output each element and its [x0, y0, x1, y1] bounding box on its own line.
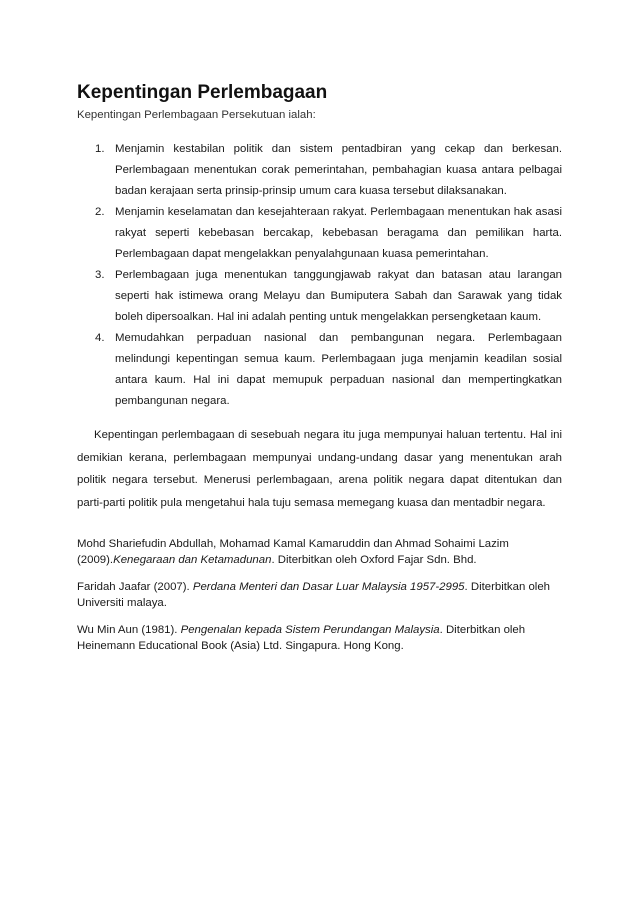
- list-item-text: Memudahkan perpaduan nasional dan pembangunan negara. Perlembagaan melindungi kepentingan semua kaum. Perlembagaan juga menjamin keadilan sosial antara kaum. Hal ini dapat memupuk perpaduan nasional dan mempertingkatkan pembangunan negara.: [115, 332, 562, 407]
- reference-authors: Mohd Shariefudin Abdullah, Mohamad Kamal Kamaruddin dan Ahmad Sohaimi Lazim (2009).: [77, 538, 509, 566]
- list-item-text: Perlembagaan juga menentukan tanggungjawab rakyat dan batasan atau larangan seperti hak istimewa orang Melayu dan Bumiputera Sabah dan Sarawak yang tidak boleh dipersoalkan. Hal ini adalah penting untuk mengelakkan persengketaan kaum.: [115, 269, 562, 323]
- importance-list: [77, 139, 562, 412]
- reference-entry: [77, 537, 562, 568]
- reference-entry: [77, 580, 562, 611]
- reference-publisher: . Diterbitkan oleh Heinemann Educational Book (Asia) Ltd. Singapura. Hong Kong.: [77, 624, 526, 652]
- list-item-number: 2.: [95, 206, 105, 218]
- list-item-number: 3.: [95, 269, 105, 281]
- body-paragraph: Kepentingan perlembagaan di sesebuah negara itu juga mempunyai haluan tertentu. Hal ini demikian kerana, perlembagaan mempunyai undang-undang dasar yang menentukan arah politik negara tersebut. Menerusi perlembagaan, arena politik negara dapat ditentukan dan parti-parti politik pula mengetahui hala tuju semasa memegang kuasa dan mentadbir negara.: [77, 429, 562, 509]
- list-item: [77, 265, 562, 328]
- reference-entry: [77, 623, 562, 654]
- list-item: [77, 202, 562, 265]
- reference-book-title: Kenegaraan dan Ketamadunan: [113, 553, 272, 566]
- reference-authors: Faridah Jaafar (2007).: [77, 581, 193, 593]
- list-item: [77, 139, 562, 202]
- reference-book-title: Perdana Menteri dan Dasar Luar Malaysia 1957-2995: [192, 581, 465, 593]
- list-item-text: Menjamin keselamatan dan kesejahteraan rakyat. Perlembagaan menentukan hak asasi rakyat seperti kebebasan bercakap, kebebasan beragama dan pemilikan harta. Perlembagaan dapat mengelakkan penyalahgunaan kuasa pemerintahan.: [115, 206, 562, 260]
- page-title: Kepentingan Perlembagaan: [77, 82, 328, 103]
- list-item: [77, 328, 562, 412]
- references-section: [77, 537, 562, 666]
- page-subtitle: Kepentingan Perlembagaan Persekutuan ialah:: [77, 109, 316, 121]
- list-item-number: 4.: [95, 332, 105, 344]
- list-item-number: 1.: [95, 143, 105, 155]
- reference-publisher: . Diterbitkan oleh Universiti malaya.: [77, 581, 550, 609]
- reference-book-title: Pengenalan kepada Sistem Perundangan Malaysia: [180, 624, 440, 636]
- list-item-text: Menjamin kestabilan politik dan sistem pentadbiran yang cekap dan berkesan. Perlembagaan menentukan corak pemerintahan, pembahagian kuasa antara pelbagai badan kerajaan serta prinsip-prinsip umum cara kuasa tersebut dilaksanakan.: [115, 143, 562, 197]
- reference-publisher: . Diterbitkan oleh Oxford Fajar Sdn. Bhd.: [271, 553, 477, 566]
- reference-authors: Wu Min Aun (1981).: [77, 624, 181, 636]
